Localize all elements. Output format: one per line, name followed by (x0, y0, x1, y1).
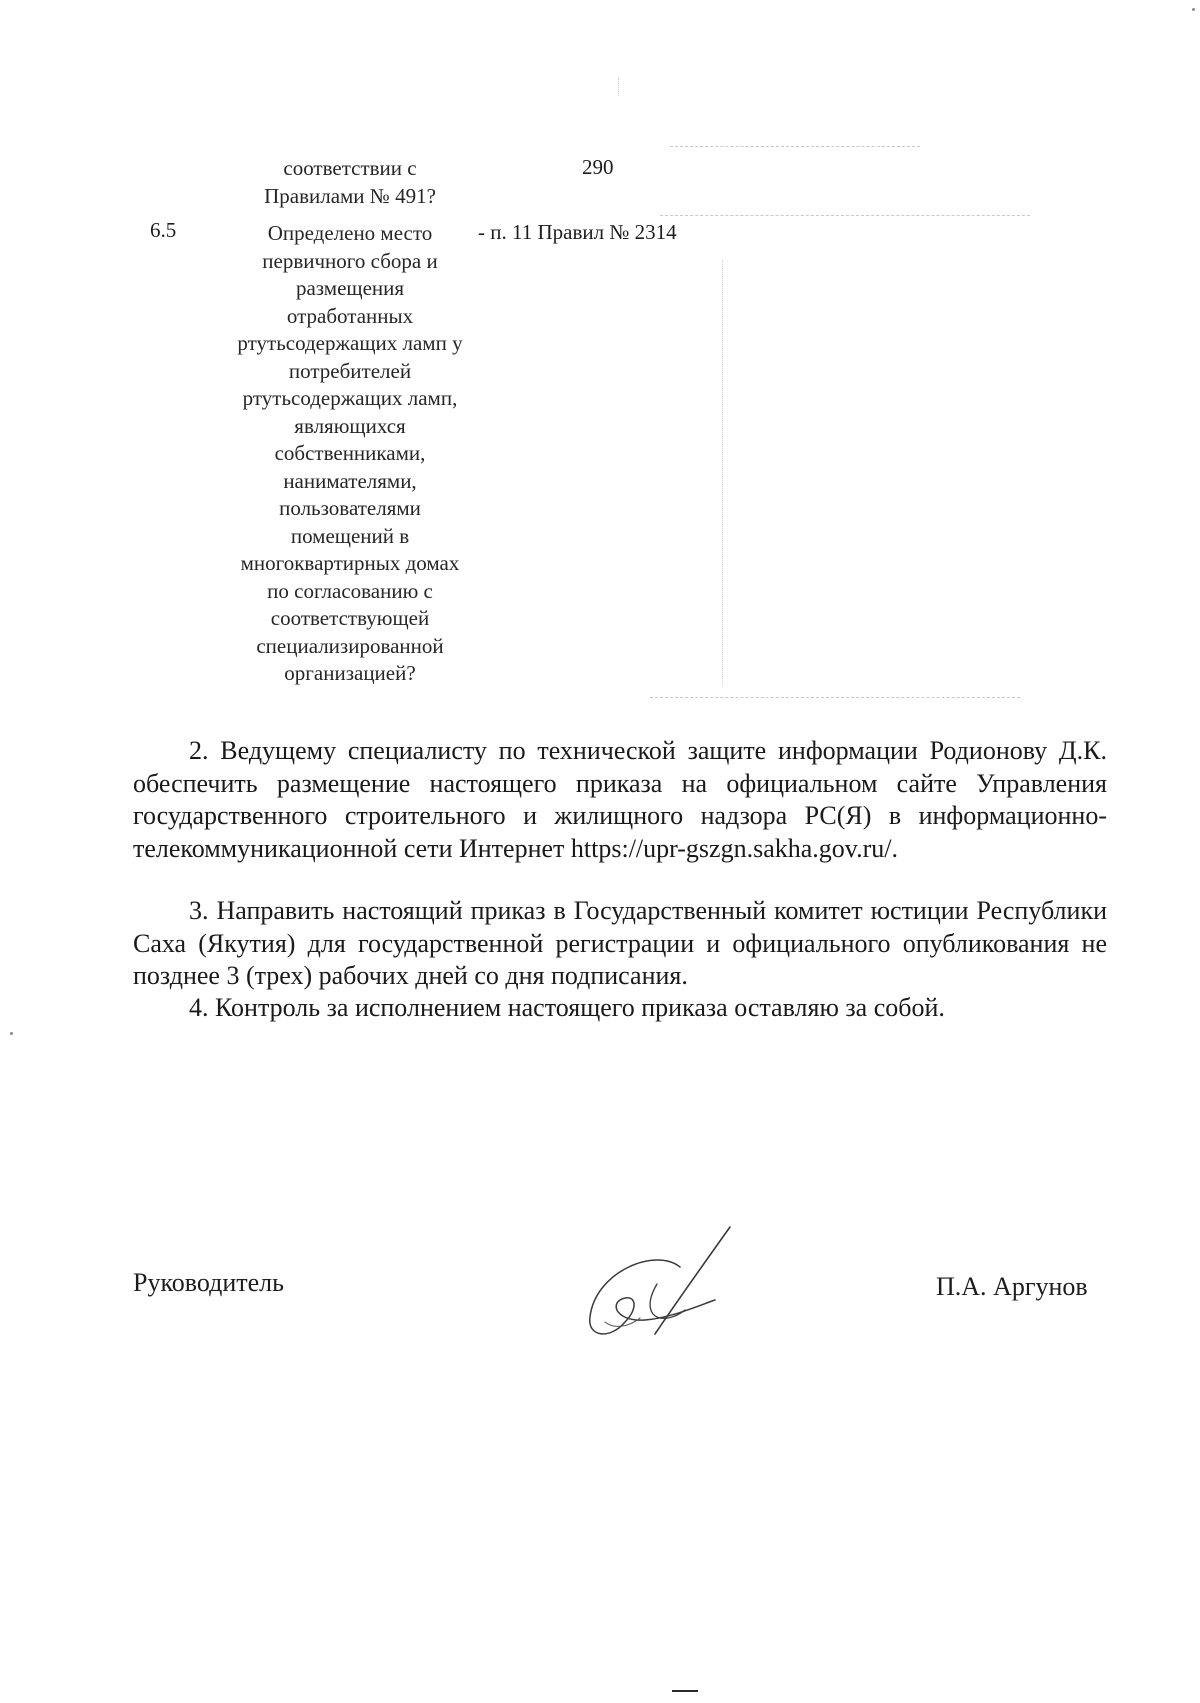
question-line: отработанных (286, 303, 414, 328)
question-line: многоквартирных домах (240, 551, 460, 575)
signatory-name: П.А. Аргунов (936, 1272, 1088, 1301)
question-line: специализированной (256, 633, 444, 658)
question-line: соответствующей (270, 606, 430, 630)
table-rule (722, 260, 723, 685)
paragraph-2: 2. Ведущему специалисту по технической защите информации Родионову Д.К. обеспечить размещение настоящего приказа на официальном сайте Управления государственного строительного и жилищного надзора РС(Я) в информационно-телекоммуникационной сети Интернет https://upr-gszgn.sakha.gov.ru/. (133, 736, 1107, 863)
table-rule (670, 146, 920, 147)
question-line: ртутьсодержащих ламп, (242, 386, 458, 410)
question-line: ртутьсодержащих ламп у (237, 331, 463, 355)
handwritten-signature (585, 1222, 735, 1342)
table-row-reference: - п. 11 Правил № 2314 (478, 220, 677, 244)
question-line: Определено место (267, 221, 433, 245)
scan-speck (10, 1032, 13, 1035)
page-edge-mark (672, 1690, 698, 1703)
question-line: являющихся (294, 413, 406, 438)
table-rule (650, 697, 1020, 698)
scan-speck (1192, 8, 1195, 11)
paragraph-3: 3. Направить настоящий приказ в Государственный комитет юстиции Республики Саха (Якутия) для государственной регистрации и официального опубликования не позднее 3 (трех) рабочих дней со дня подписания. (133, 896, 1107, 990)
question-line: первичного сбора и (262, 248, 438, 273)
question-line: размещения (295, 276, 405, 300)
question-line: организацией? (284, 661, 416, 685)
question-line: собственниками, (274, 441, 426, 465)
paragraph-4: 4. Контроль за исполнением настоящего приказа оставляю за собой. (189, 993, 945, 1022)
signatory-role: Руководитель (133, 1268, 284, 1297)
table-rule (660, 215, 1030, 216)
table-row-prev-count: 290 (582, 155, 614, 179)
question-line: пользователями (279, 496, 421, 520)
question-line: нанимателями, (283, 468, 417, 493)
table-row-prev-question: соответствии с Правилами № 491? (264, 156, 436, 208)
question-line: по согласованию с (267, 578, 433, 603)
table-rule (618, 78, 619, 96)
question-line: помещений в (290, 523, 410, 548)
table-row-number: 6.5 (150, 218, 177, 242)
table-row-question (205, 220, 495, 688)
question-line: потребителей (288, 358, 412, 383)
